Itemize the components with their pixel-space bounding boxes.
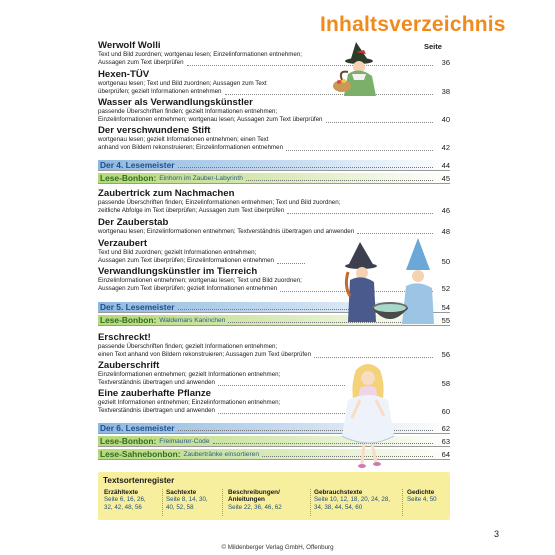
copyright-footer: © Mildenberger Verlag GmbH, Offenburg (221, 544, 334, 551)
page-number: 55 (441, 315, 450, 325)
lesemeister-4-band[interactable] (98, 160, 450, 171)
register-column-value: Seite 4, 50 (407, 496, 437, 504)
entry-title: Wasser als Verwandlungskünstler (98, 97, 253, 108)
entry-title: Zaubertrick zum Nachmachen (98, 188, 235, 199)
page-number: 58 (441, 379, 450, 388)
entry-description: Aussagen zum Text überprüfen; gezielt Informationen entnehmen (98, 285, 278, 293)
band-label: Der 6. Lesemeister (100, 423, 175, 433)
register-column-value: Seite 10, 12, 18, 20, 24, 28, (314, 496, 391, 504)
toc-entry-werwolf-wolli[interactable] (98, 40, 450, 68)
wizards-with-cauldron-illustration (340, 236, 440, 328)
page-number: 45 (441, 173, 450, 183)
page-column-label: Seite (424, 42, 442, 51)
page-number: 50 (441, 257, 450, 266)
page-number: 36 (441, 58, 450, 68)
register-column-value: Seite 22, 36, 46, 62 (228, 503, 282, 511)
page-number: 44 (441, 160, 450, 170)
page-number: 60 (441, 407, 450, 416)
page-number: 62 (441, 423, 450, 433)
band-label: Lese-Bonbon: (100, 436, 157, 446)
entry-description: Einzelinformationen entnehmen; wortgenau lesen; Aussagen zum Text überprüfen (98, 116, 323, 124)
text-type-register (98, 472, 450, 520)
register-column-value: 34, 38, 44, 54, 60 (314, 503, 363, 511)
register-column-head: Gedichte (407, 489, 435, 496)
register-title: Textsortenregister (103, 476, 175, 485)
entry-title: Erschreckt! (98, 332, 151, 343)
entry-title: Hexen-TÜV (98, 69, 150, 80)
entry-description: Textverständnis übertragen und anwenden (98, 407, 215, 415)
entry-description: Textverständnis übertragen und anwenden (98, 379, 215, 387)
register-column-value: 40, 52, 58 (166, 503, 194, 511)
band-subtitle: Freimaurer-Code (159, 437, 210, 445)
entry-description: zeitliche Abfolge im Text überprüfen; Aussagen zum Text überprüfen (98, 207, 285, 215)
entry-description: wortgenau lesen; Einzelinformationen entnehmen; Textverständnis übertragen und anwenden (98, 228, 355, 235)
register-column-head: Anleitungen (228, 496, 265, 504)
entry-description: Text und Bild zuordnen; wortgenau lesen; Einzelinformationen entnehmen; (98, 51, 302, 58)
toc-entry-wasser[interactable] (98, 97, 450, 125)
band-label: Lese-Bonbon: (100, 315, 157, 325)
entry-description: überprüfen; gezielt Informationen entnehmen (98, 88, 222, 96)
entry-title: Zauberschrift (98, 360, 160, 371)
page-number: 54 (441, 302, 450, 312)
register-column-value: Seite 6, 16, 26, (104, 496, 146, 504)
register-column-head: Erzähltexte (104, 489, 139, 496)
entry-description: Aussagen zum Text überprüfen; Einzelinformationen entnehmen (98, 257, 274, 265)
entry-description: Text und Bild zuordnen; gezielt Informationen entnehmen; (98, 249, 257, 256)
entry-title: Eine zauberhafte Pflanze (98, 388, 212, 399)
band-subtitle: Einhorn im Zauber-Labyrinth (159, 174, 243, 182)
entry-description: wortgenau lesen; Text und Bild zuordnen; Aussagen zum Text (98, 80, 267, 87)
page-number: 38 (441, 87, 450, 97)
page-number: 63 (441, 436, 450, 446)
band-subtitle: Waldemars Kaninchen (159, 316, 226, 324)
entry-description: wortgenau lesen; gezielt Informationen entnehmen; einen Text (98, 136, 269, 143)
register-column-gedichte (407, 489, 437, 504)
entry-title: Der Zauberstab (98, 217, 169, 228)
band-label: Lese-Sahnebonbon: (100, 449, 181, 459)
entry-description: einen Text anhand von Bildern rekonstruieren; Aussagen zum Text überprüfen (98, 351, 312, 359)
band-label: Lese-Bonbon: (100, 173, 157, 183)
fairy-girl-illustration (338, 360, 398, 472)
toc-entry-zauberstab[interactable] (98, 217, 450, 236)
page-number: 48 (441, 227, 450, 236)
entry-title: Verwandlungskünstler im Tierreich (98, 266, 258, 277)
entry-description: gezielt Informationen entnehmen; Einzelinformationen entnehmen; (98, 399, 281, 406)
toc-entry-hexen-tuev[interactable] (98, 69, 450, 97)
register-column-gebrauchstexte (314, 489, 390, 511)
register-column-value: 32, 42, 48, 56 (104, 503, 142, 511)
lese-bonbon-band[interactable] (98, 173, 450, 184)
page-number: 40 (441, 115, 450, 125)
entry-title: Der verschwundene Stift (98, 125, 211, 136)
entry-title: Verzaubert (98, 238, 148, 249)
page-title: Inhaltsverzeichnis (320, 13, 506, 36)
band-subtitle: Zaubertränke einsortieren (183, 450, 260, 458)
page-number: 46 (441, 206, 450, 216)
register-column-head: Gebrauchstexte (314, 489, 363, 496)
page-number-footer: 3 (494, 529, 500, 539)
entry-description: passende Überschriften finden; gezielt Informationen entnehmen; (98, 108, 278, 115)
entry-description: Einzelinformationen entnehmen; gezielt Informationen entnehmen; (98, 371, 281, 378)
register-column-value: Seite 8, 14, 30, (166, 496, 208, 504)
page-number: 42 (441, 143, 450, 153)
page-number: 56 (441, 350, 450, 360)
entry-description: Aussagen zum Text überprüfen (98, 59, 184, 67)
register-column-head: Beschreibungen/ (228, 489, 280, 496)
page-number: 64 (441, 449, 450, 459)
entry-description: passende Überschriften finden; gezielt Informationen entnehmen; (98, 343, 278, 350)
entry-description: passende Überschriften finden; Einzelinformationen entnehmen; Text und Bild zuordnen; (98, 199, 341, 206)
page-number: 52 (441, 284, 450, 294)
register-column-head: Sachtexte (166, 489, 197, 496)
band-label: Der 4. Lesemeister (100, 160, 175, 170)
toc-entry-erschreckt[interactable] (98, 332, 450, 360)
toc-entry-stift[interactable] (98, 125, 450, 153)
witch-with-basket-illustration (328, 40, 388, 98)
register-column-beschreibungen (228, 489, 282, 511)
entry-description: Einzelinformationen entnehmen; wortgenau lesen; Text und Bild zuordnen; (98, 277, 302, 284)
register-column-sachtexte (166, 489, 208, 511)
band-label: Der 5. Lesemeister (100, 302, 175, 312)
toc-entry-zaubertrick[interactable] (98, 188, 450, 216)
entry-title: Werwolf Wolli (98, 40, 161, 51)
entry-description: anhand von Bildern rekonstruieren; Einzelinformationen entnehmen (98, 144, 284, 152)
register-column-erzaehltexte (104, 489, 146, 511)
